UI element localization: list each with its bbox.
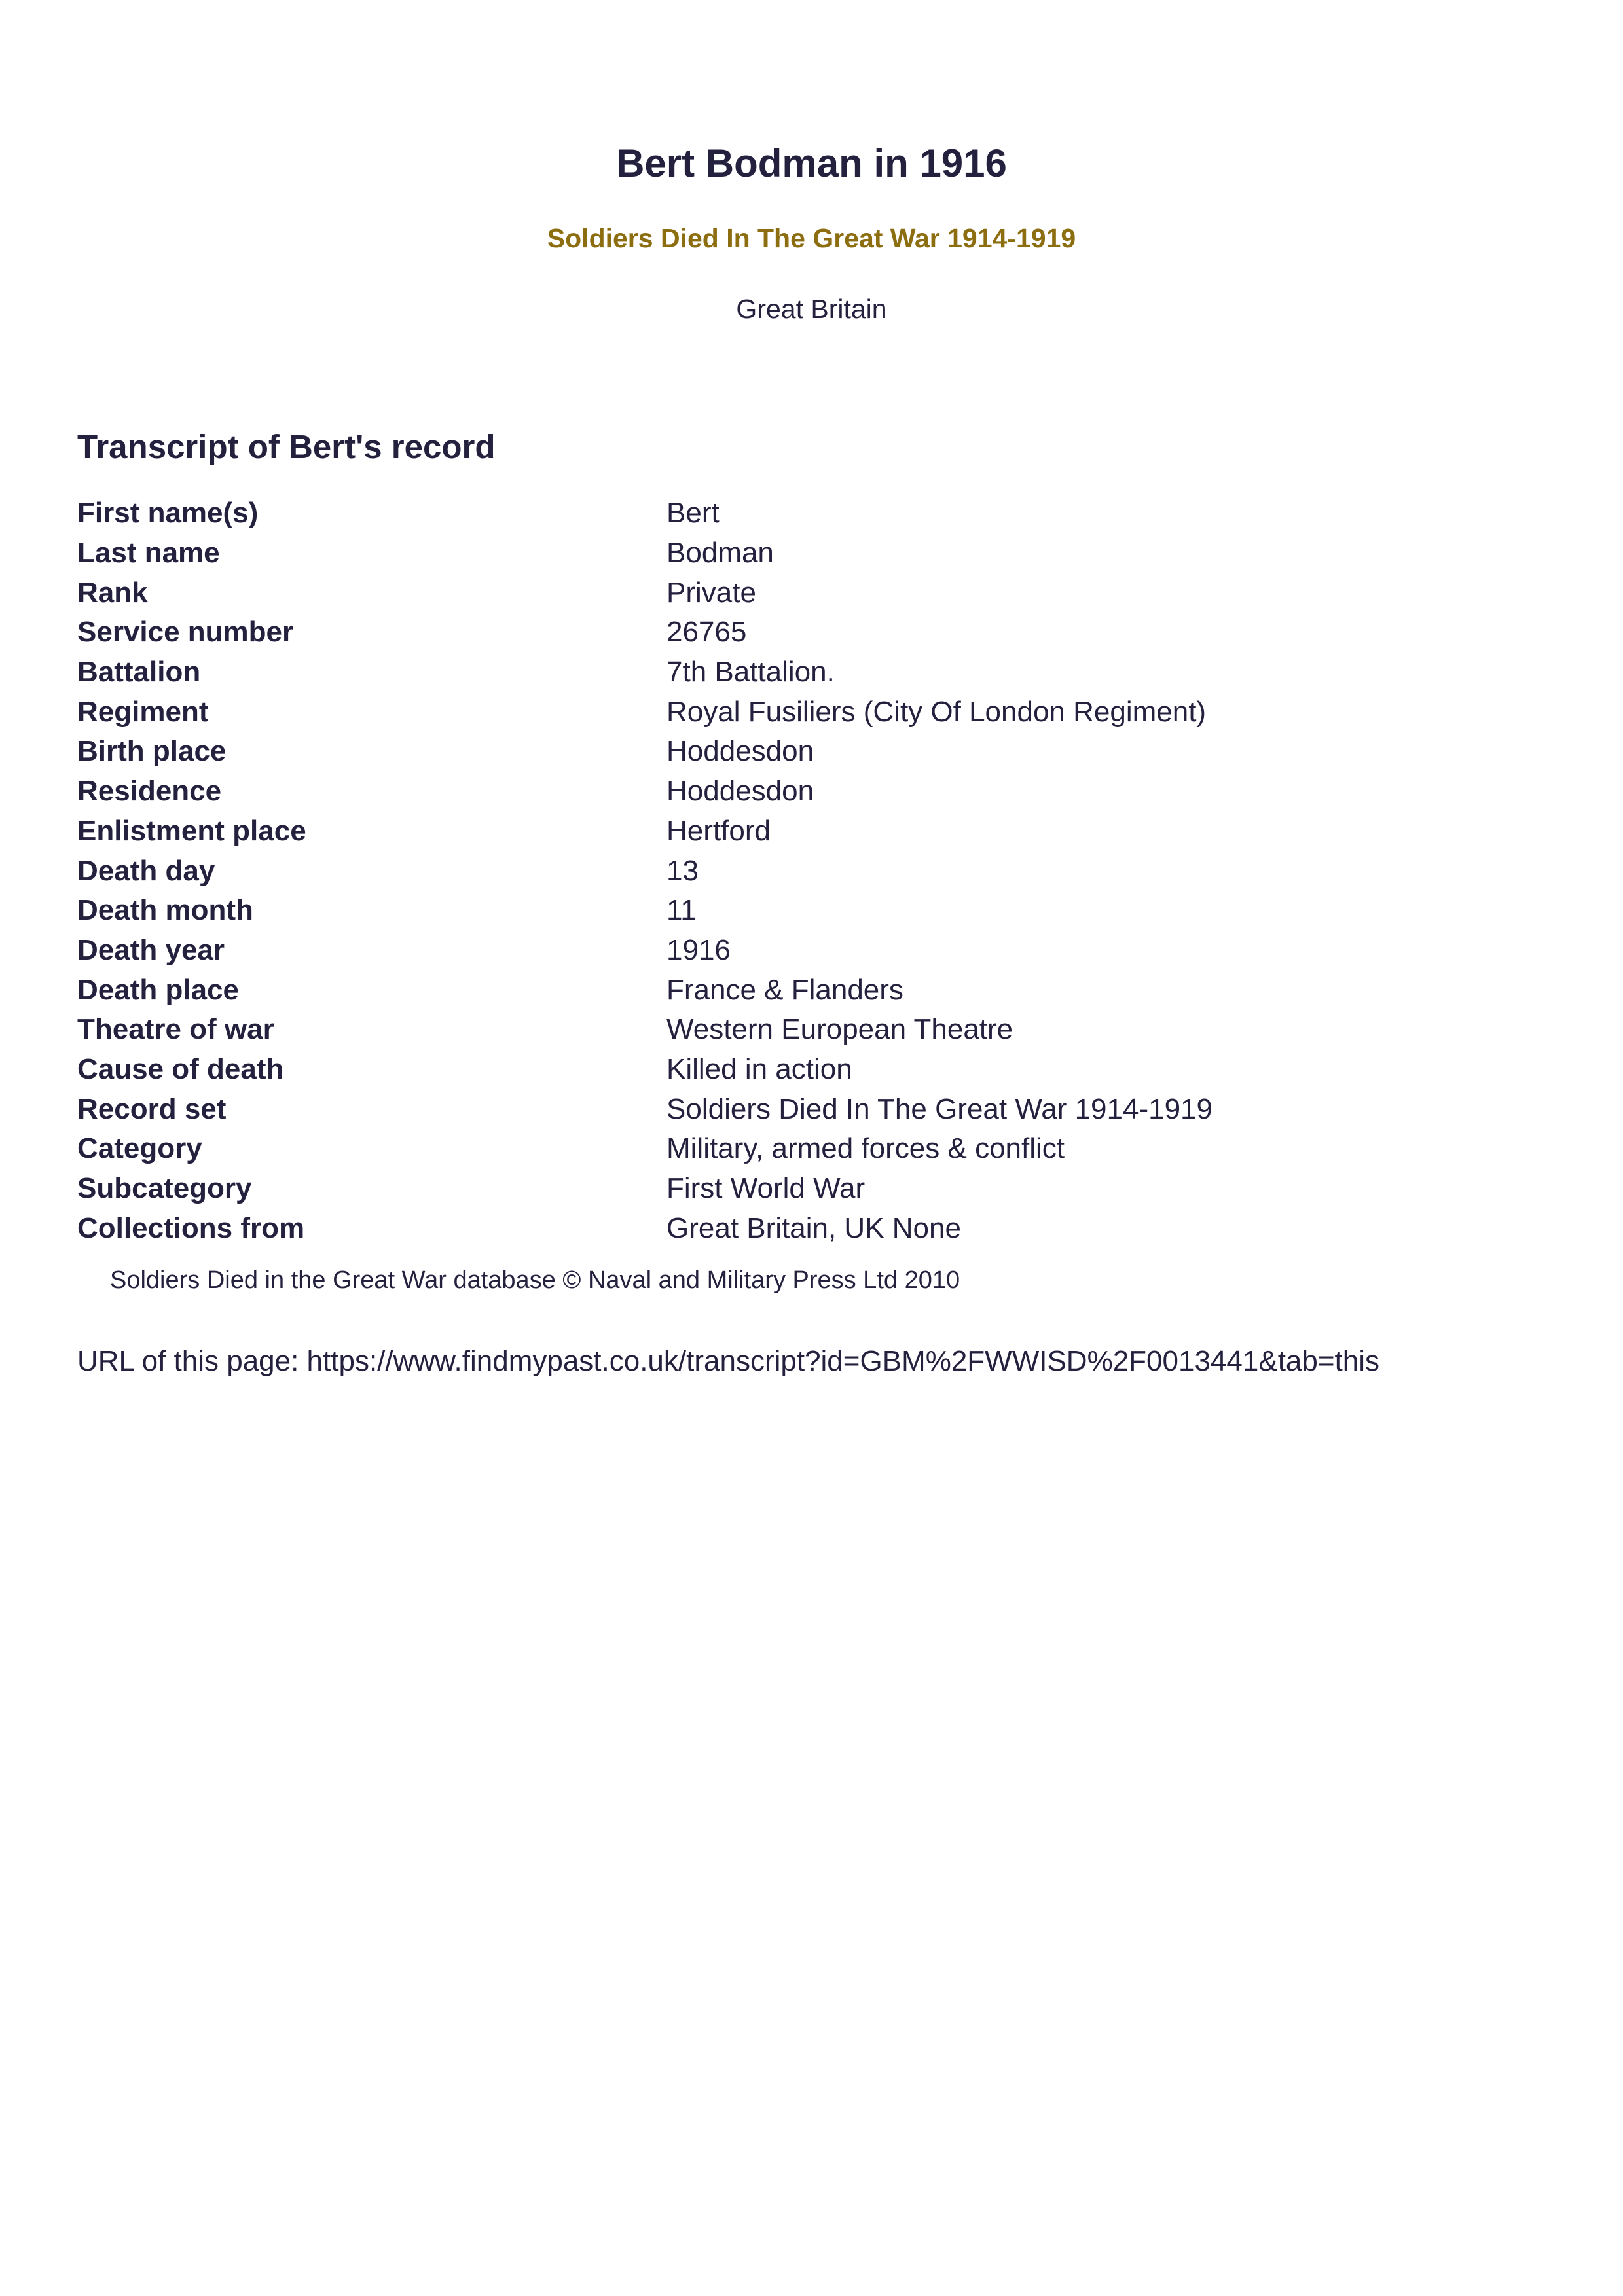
field-value: 13 [666,854,699,887]
transcript-row [77,1208,1583,1248]
field-label: Death place [77,973,239,1006]
field-value: 26765 [666,616,747,649]
country-label: Great Britain [736,294,887,324]
field-value: France & Flanders [666,973,903,1006]
field-value: Private [666,576,756,609]
transcript-row [77,732,1583,772]
field-value: Bodman [666,537,774,569]
transcript-row [77,653,1583,692]
field-value: Hertford [666,814,771,847]
field-label: Collections from [77,1211,305,1244]
field-value: 7th Battalion. [666,656,835,689]
field-label: Theatre of war [77,1013,274,1046]
page-title: Bert Bodman in 1916 [616,141,1007,185]
field-value: Soldiers Died In The Great War 1914-1919 [666,1092,1213,1125]
field-label: Death month [77,894,253,927]
field-value: Hoddesdon [666,775,814,808]
transcript-row [77,613,1583,653]
field-value: First World War [666,1172,866,1205]
transcript-row [77,692,1583,732]
field-value: Killed in action [666,1052,852,1085]
field-label: Last name [77,537,220,569]
field-label: Subcategory [77,1172,252,1205]
transcript-row [77,1129,1583,1169]
transcript-row [77,931,1583,971]
field-label: Category [77,1132,202,1165]
transcript-row [77,812,1583,852]
field-label: Cause of death [77,1052,284,1085]
transcript-row [77,1169,1583,1209]
field-label: Battalion [77,656,201,689]
transcript-row [77,1089,1583,1129]
transcript-row [77,493,1583,533]
field-value: Hoddesdon [666,735,814,768]
field-value: Bert [666,497,720,529]
page-url: URL of this page: https://www.findmypast.co.uk/transcript?id=GBM%2FWWISD%2F0013441&tab=this [77,1345,1380,1377]
transcript-row [77,851,1583,891]
field-value: 1916 [666,933,731,966]
copyright-notice: Soldiers Died in the Great War database © Naval and Military Press Ltd 2010 [110,1266,960,1294]
field-label: Regiment [77,695,209,728]
field-value: Military, armed forces & conflict [666,1132,1065,1165]
transcript-row [77,573,1583,613]
transcript-row [77,1010,1583,1050]
transcript-heading: Transcript of Bert's record [77,428,496,465]
transcript-row [77,533,1583,573]
record-set-title: Soldiers Died In The Great War 1914-1919 [547,223,1076,253]
field-label: Residence [77,775,222,808]
field-label: Service number [77,616,294,649]
transcript-row [77,772,1583,812]
field-label: Death year [77,933,225,966]
transcript-row [77,891,1583,931]
field-label: Birth place [77,735,227,768]
field-label: Enlistment place [77,814,306,847]
field-label: Rank [77,576,148,609]
field-label: First name(s) [77,497,259,529]
transcript-table [77,493,1583,1248]
field-value: 11 [666,894,697,927]
field-label: Record set [77,1092,227,1125]
transcript-row [77,970,1583,1010]
field-value: Great Britain, UK None [666,1211,961,1244]
transcript-row [77,1050,1583,1090]
field-label: Death day [77,854,215,887]
field-value: Western European Theatre [666,1013,1013,1046]
field-value: Royal Fusiliers (City Of London Regiment) [666,695,1207,728]
